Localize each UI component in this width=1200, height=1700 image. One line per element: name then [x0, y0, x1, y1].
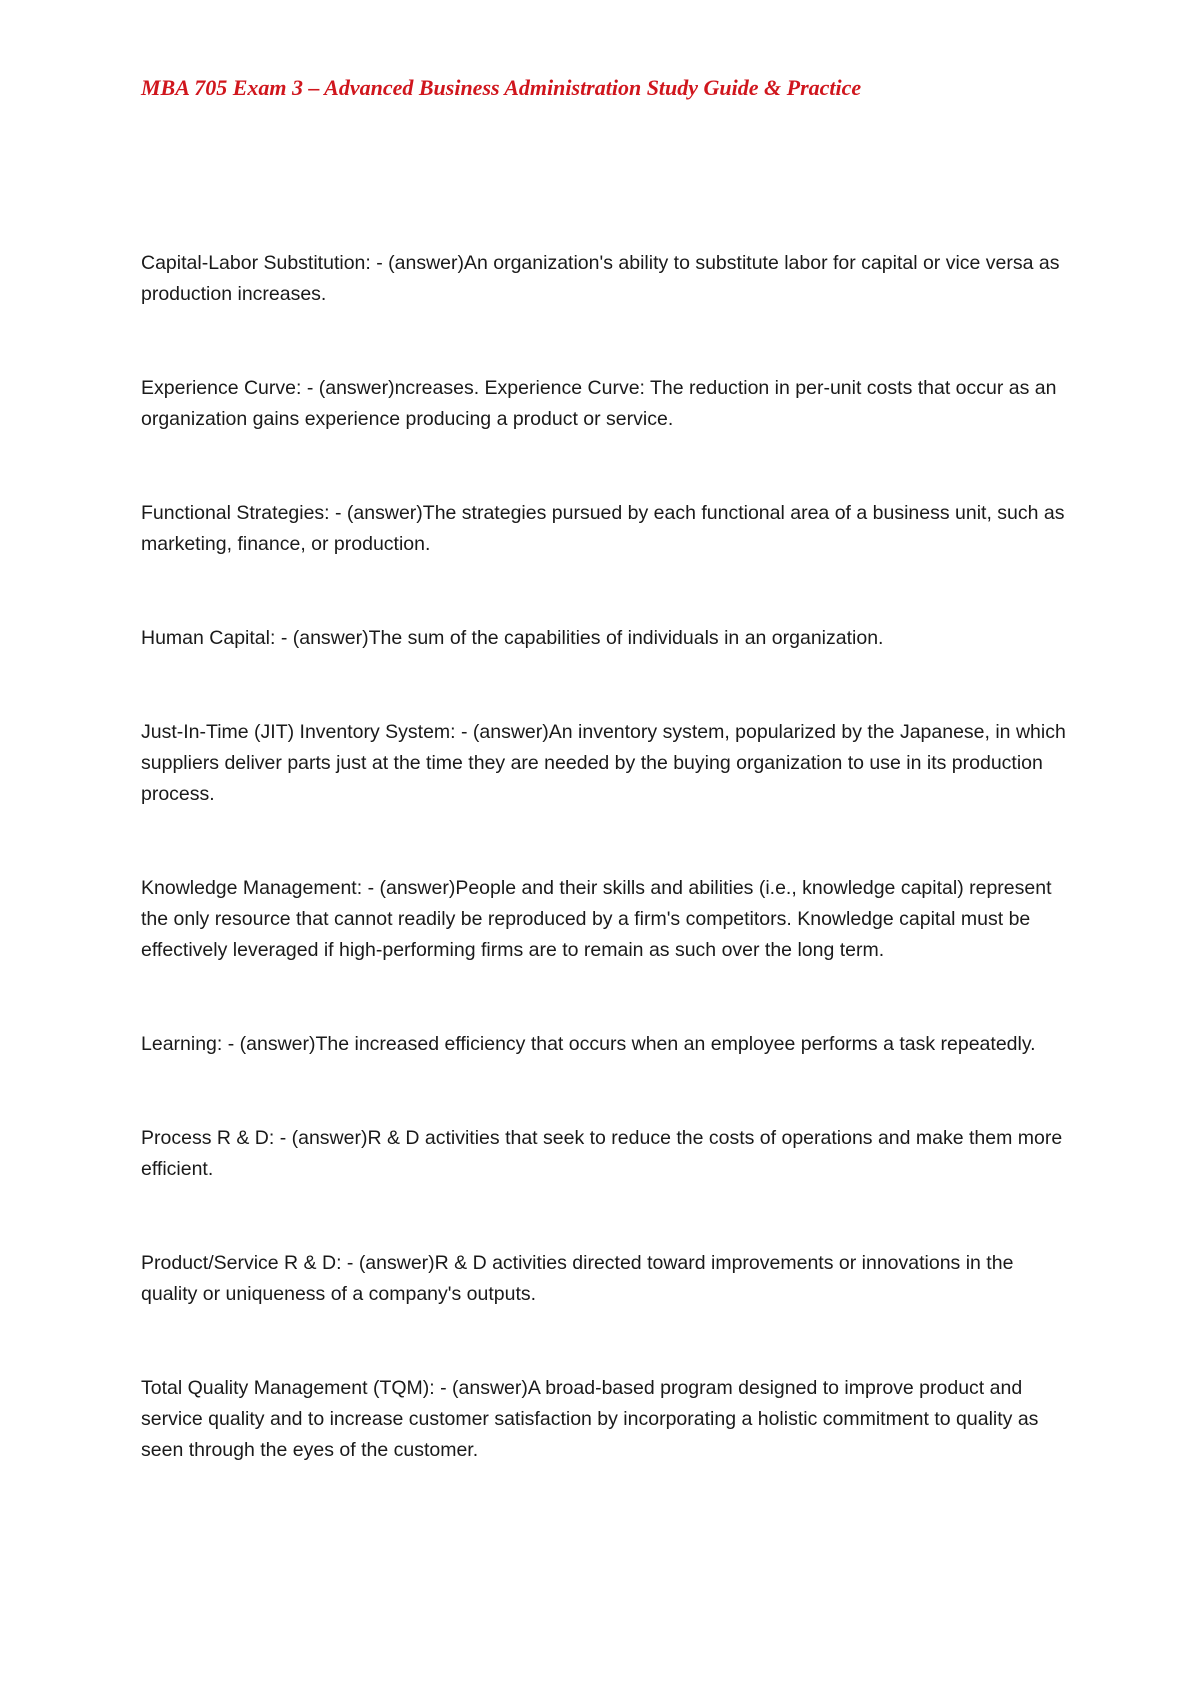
glossary-list: [141, 248, 1066, 1529]
glossary-entry: Human Capital: - (answer)The sum of the capabilities of individuals in an organization.: [141, 627, 884, 649]
glossary-entry: Knowledge Management: - (answer)People and their skills and abilities (i.e., knowledge capital) represent the only resource that cannot readily be reproduced by a firm's competitors. Knowledge capital must be effectively leveraged if high-performing firms are to remain as such over the long term.: [141, 877, 1052, 961]
document-title: MBA 705 Exam 3 – Advanced Business Administration Study Guide & Practice: [141, 75, 862, 100]
glossary-entry: Learning: - (answer)The increased efficiency that occurs when an employee performs a task repeatedly.: [141, 1033, 1036, 1055]
glossary-entry: Capital-Labor Substitution: - (answer)An organization's ability to substitute labor for capital or vice versa as production increases.: [141, 252, 1060, 305]
glossary-entry: Total Quality Management (TQM): - (answer)A broad-based program designed to improve product and service quality and to increase customer satisfaction by incorporating a holistic commitment to quality as seen through the eyes of the customer.: [141, 1377, 1039, 1461]
glossary-entry: Just-In-Time (JIT) Inventory System: - (answer)An inventory system, popularized by the Japanese, in which suppliers deliver parts just at the time they are needed by the buying organization to use in its production process.: [141, 721, 1066, 805]
glossary-entry: Product/Service R & D: - (answer)R & D activities directed toward improvements or innovations in the quality or uniqueness of a company's outputs.: [141, 1252, 1014, 1305]
glossary-entry: Process R & D: - (answer)R & D activities that seek to reduce the costs of operations and make them more efficient.: [141, 1127, 1063, 1180]
glossary-entry: Experience Curve: - (answer)ncreases. Experience Curve: The reduction in per-unit costs that occur as an organization gains experience producing a product or service.: [141, 377, 1057, 430]
glossary-entry: Functional Strategies: - (answer)The strategies pursued by each functional area of a business unit, such as marketing, finance, or production.: [141, 502, 1065, 555]
